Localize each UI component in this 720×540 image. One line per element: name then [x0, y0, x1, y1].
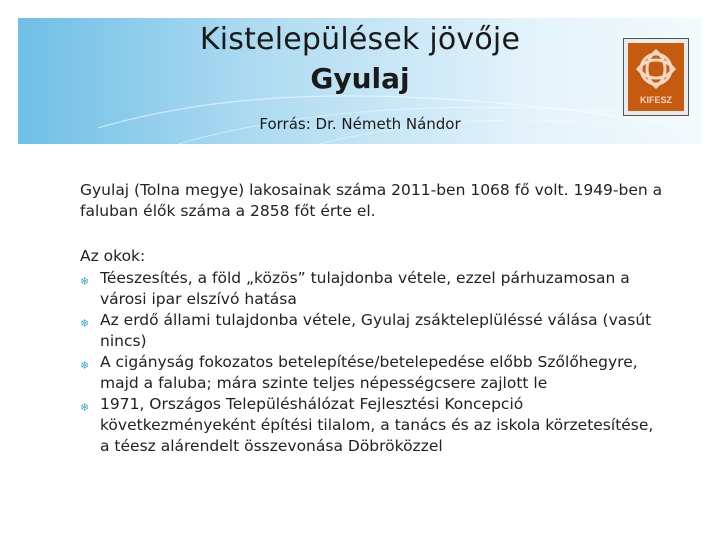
list-item: [80, 352, 665, 394]
list-item-text: 1971, Országos Településhálózat Fejlesztési Koncepció következményeként építési tilalom, a tanács és az iskola körzetesítése, a téesz alárendelt összevonása Döbröközzel: [100, 395, 654, 455]
slide-title: Kistelepülések jövője: [199, 22, 521, 57]
list-item: [80, 310, 665, 352]
reasons-heading: Az okok:: [80, 247, 146, 265]
logo-text: KIFESZ: [639, 95, 673, 105]
celtic-knot-icon: [624, 39, 688, 115]
snowflake-bullet-icon: ❄: [80, 359, 90, 372]
list-item: [80, 268, 665, 310]
reasons-list: [80, 268, 665, 457]
intro-paragraph: Gyulaj (Tolna megye) lakosainak száma 2011-ben 1068 fő volt. 1949-ben a faluban élők száma a 2858 főt érte el.: [80, 181, 663, 220]
snowflake-bullet-icon: ❄: [80, 401, 90, 414]
kifesz-logo: [623, 38, 689, 116]
snowflake-bullet-icon: ❄: [80, 317, 90, 330]
list-item-text: A cigányság fokozatos betelepítése/betelepedése előbb Szőlőhegyre, majd a faluba; mára szinte teljes népességcsere zajlott le: [100, 353, 638, 392]
list-item-text: Az erdő állami tulajdonba vétele, Gyulaj zsákteleplüléssé válása (vasút nincs): [100, 311, 652, 350]
list-item-text: Téeszesítés, a föld „közös” tulajdonba vétele, ezzel párhuzamosan a városi ipar elszívó hatása: [100, 269, 630, 308]
slide-body: [80, 180, 665, 457]
snowflake-bullet-icon: ❄: [80, 275, 90, 288]
source-line: Forrás: Dr. Németh Nándor: [259, 115, 461, 133]
list-item: [80, 394, 665, 457]
slide-subtitle: Gyulaj: [310, 62, 410, 95]
